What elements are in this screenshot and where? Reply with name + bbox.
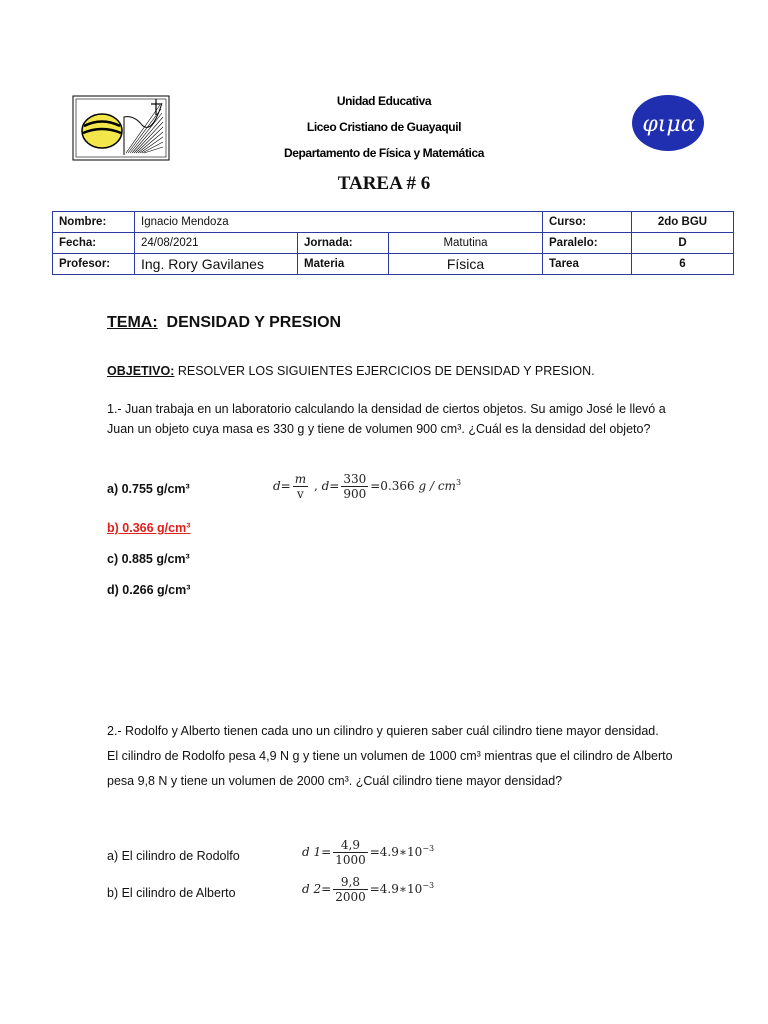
q1-frac2-den: 900 <box>343 487 367 501</box>
q1-formula-lhs2: d= <box>321 479 340 493</box>
q1-formula-exp: 3 <box>455 478 462 487</box>
question-1-text: 1.- Juan trabaja en un laboratorio calculando la densidad de ciertos objetos. Su amigo José le llevó a Juan un objeto cuya masa es 330 g y tiene de volumen 900 cm³. ¿Cuál es la densidad del objeto? <box>107 402 666 436</box>
q2-f1-exp: −3 <box>422 844 435 853</box>
jornada-value: Matutina <box>389 233 543 254</box>
q1-fraction-mv <box>293 472 308 501</box>
nombre-value: Ignacio Mendoza <box>135 212 543 233</box>
q2-f1-den: 1000 <box>335 853 366 867</box>
page-title: TAREA # 6 <box>337 173 431 194</box>
profesor-label: Profesor: <box>53 254 135 275</box>
q1-frac-num: m <box>294 472 307 486</box>
q2-formula-2 <box>302 875 434 904</box>
curso-value: 2do BGU <box>632 212 734 233</box>
q2-text-line2: El cilindro de Rodolfo pesa 4,9 N g y tiene un volumen de 1000 cm³ mientras que el cilindro de Alberto pesa 9,8 N y tiene un volumen de 2000 cm³. ¿Cuál cilindro tiene mayor densidad? <box>107 749 673 788</box>
objective <box>107 361 595 381</box>
nombre-label: Nombre: <box>53 212 135 233</box>
school-type: Unidad Educativa <box>336 94 432 108</box>
table-row <box>53 254 734 275</box>
topic-heading <box>107 314 341 332</box>
q1-formula-unit: g / cm <box>414 479 456 493</box>
q2-f2-exp: −3 <box>422 881 435 890</box>
materia-label: Materia <box>298 254 389 275</box>
q1-formula <box>273 472 461 501</box>
topic-text: DENSIDAD Y PRESION <box>166 314 342 331</box>
q2-f2-rhs: =4.9∗10 <box>369 882 423 896</box>
q1-option-b: b) 0.366 g/cm³ <box>107 521 191 535</box>
paralelo-label: Paralelo: <box>543 233 632 254</box>
logo-text: φιμα <box>642 112 696 137</box>
q2-f2-num: 9,8 <box>333 875 368 890</box>
fecha-value: 24/08/2021 <box>135 233 298 254</box>
paralelo-value: D <box>632 233 734 254</box>
q2-f2-fraction <box>333 875 368 904</box>
objective-label: OBJETIVO: <box>107 364 175 378</box>
q1-option-a: a) 0.755 g/cm³ <box>107 482 190 496</box>
student-info-table <box>52 211 734 275</box>
q2-f1-num: 4,9 <box>333 838 368 853</box>
q1-option-c: c) 0.885 g/cm³ <box>107 552 190 566</box>
q2-f1-rhs: =4.9∗10 <box>369 845 423 859</box>
table-row <box>53 212 734 233</box>
table-row <box>53 233 734 254</box>
q1-fraction-values <box>341 472 368 501</box>
q2-option-b: b) El cilindro de Alberto <box>107 886 236 900</box>
materia-value: Física <box>389 254 543 275</box>
q2-text-line1: 2.- Rodolfo y Alberto tienen cada uno un cilindro y quieren saber cuál cilindro tiene mayor densidad. <box>107 724 659 738</box>
q1-frac-den: v <box>297 487 304 501</box>
q2-f2-lhs: d 2= <box>302 882 332 896</box>
q2-f1-fraction <box>333 838 368 867</box>
q2-f1-lhs: d 1= <box>302 845 332 859</box>
department-name: Departamento de Física y Matemática <box>283 146 485 160</box>
tarea-value: 6 <box>632 254 734 275</box>
q1-formula-lhs: d= <box>273 479 291 493</box>
topic-label: TEMA: <box>107 314 158 331</box>
jornada-label: Jornada: <box>298 233 389 254</box>
q2-option-a: a) El cilindro de Rodolfo <box>107 849 240 863</box>
q1-formula-result: =0.366 <box>370 479 415 493</box>
question-2-text <box>107 719 697 794</box>
curso-label: Curso: <box>543 212 632 233</box>
q1-frac2-num: 330 <box>343 472 367 486</box>
school-name: Liceo Cristiano de Guayaquil <box>306 120 462 134</box>
fecha-label: Fecha: <box>53 233 135 254</box>
q1-formula-sep: , <box>310 479 322 493</box>
q2-formula-1 <box>302 838 434 867</box>
q1-option-d: d) 0.266 g/cm³ <box>107 583 191 597</box>
objective-text: RESOLVER LOS SIGUIENTES EJERCICIOS DE DENSIDAD Y PRESION. <box>174 364 595 378</box>
tarea-label: Tarea <box>543 254 632 275</box>
q2-f2-den: 2000 <box>335 890 366 904</box>
profesor-value: Ing. Rory Gavilanes <box>135 254 298 275</box>
